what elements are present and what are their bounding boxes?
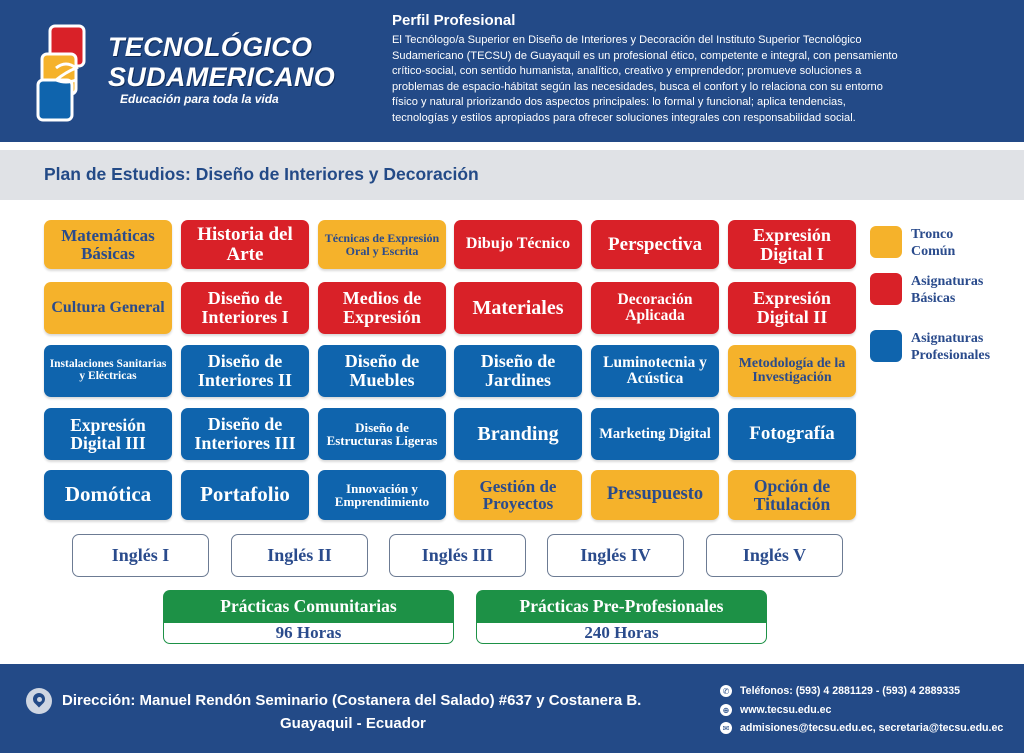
web-icon: ⊕ [720,704,732,716]
course-ingles-5: Inglés V [706,534,843,577]
course-matematicas-basicas: Matemáticas Básicas [44,220,172,269]
course-instalaciones: Instalaciones Sanitarias y Eléctricas [44,345,172,397]
legend-swatch-basicas [870,273,902,305]
course-estructuras-ligeras: Diseño de Estructuras Ligeras [318,408,446,460]
course-fotografia: Fotografía [728,408,856,460]
legend-label: Asignaturas Profesionales [911,331,991,363]
practicas-comunitarias [163,590,454,644]
legend-label: Tronco Común [911,227,956,259]
course-medios-expresion: Medios de Expresión [318,282,446,334]
practicas-title: Prácticas Pre-Profesionales [476,590,767,623]
contact-website[interactable] [720,704,831,716]
legend-asignaturas-basicas [870,273,983,307]
profile-text: El Tecnólogo/a Superior en Diseño de Interiores y Decoración del Instituto Superior Tecnológico Sudamericano (TECSU) de Guayaquil es un profesional ético, competente e integral, con pensamiento crítico-social, con sentido humanista, analítico, creativo y emprendedor; promueve soluciones a problemas de espacio-hábitat según las necesidades, busca el confort y lo relaciona con su entorno físico y natural priorizando dos aspectos principales: lo formal y funcional; aplica tendencias, tecnologías y estilos apropiados para ofrecer soluciones integrales con responsabilidad social. [392,34,898,124]
course-branding: Branding [454,408,582,460]
course-perspectiva: Perspectiva [591,220,719,269]
address-line-2: Guayaquil - Ecuador [280,715,426,732]
course-presupuesto: Presupuesto [591,470,719,520]
course-expresion-digital-3: Expresión Digital III [44,408,172,460]
practicas-title: Prácticas Comunitarias [163,590,454,623]
practicas-pre-profesionales [476,590,767,644]
course-tecnicas-expresion: Técnicas de Expresión Oral y Escrita [318,220,446,269]
profile-section [392,12,1012,127]
website-link[interactable]: www.tecsu.edu.ec [740,704,832,716]
header [0,0,1024,142]
practicas-hours: 240 Horas [476,623,767,644]
course-ingles-1: Inglés I [72,534,209,577]
location-pin-icon [26,688,52,714]
course-diseno-interiores-1: Diseño de Interiores I [181,282,309,334]
course-domotica: Domótica [44,470,172,520]
contact-emails[interactable] [720,722,1003,734]
course-ingles-2: Inglés II [231,534,368,577]
course-materiales: Materiales [454,282,582,334]
email-icon: ✉ [720,722,732,734]
course-ingles-4: Inglés IV [547,534,684,577]
course-diseno-muebles: Diseño de Muebles [318,345,446,397]
legend-label: Asignaturas Básicas [911,274,984,306]
legend-swatch-profesionales [870,330,902,362]
course-metodologia: Metodología de la Investigación [728,345,856,397]
logo-title: TECNOLÓGICO SUDAMERICANO [108,32,336,92]
legend-swatch-tronco [870,226,902,258]
address-line-1: Dirección: Manuel Rendón Seminario (Costanera del Salado) #637 y Costanera B. [62,692,642,709]
course-expresion-digital-2: Expresión Digital II [728,282,856,334]
course-marketing-digital: Marketing Digital [591,408,719,460]
course-ingles-3: Inglés III [389,534,526,577]
course-portafolio: Portafolio [181,470,309,520]
course-innovacion: Innovación y Emprendimiento [318,470,446,520]
phone-icon: ✆ [720,685,732,697]
course-diseno-interiores-2: Diseño de Interiores II [181,345,309,397]
legend-tronco-comun [870,226,955,260]
course-cultura-general: Cultura General [44,282,172,334]
course-historia-del-arte: Historia del Arte [181,220,309,269]
contact-phones [720,685,960,697]
plan-title: Plan de Estudios: Diseño de Interiores y Decoración [44,164,479,184]
course-gestion-proyectos: Gestión de Proyectos [454,470,582,520]
footer [0,664,1024,753]
legend-asignaturas-profesionales [870,330,990,364]
phones-text: Teléfonos: (593) 4 2881129 - (593) 4 2889335 [740,685,961,697]
course-dibujo-tecnico: Dibujo Técnico [454,220,582,269]
emails-link[interactable]: admisiones@tecsu.edu.ec, secretaria@tecsu.edu.ec [740,722,1004,734]
logo-mark-icon [36,24,108,124]
plan-title-bar [0,150,1024,200]
course-decoracion-aplicada: Decoración Aplicada [591,282,719,334]
course-expresion-digital-1: Expresión Digital I [728,220,856,269]
course-opcion-titulacion: Opción de Titulación [728,470,856,520]
course-luminotecnia: Luminotecnia y Acústica [591,345,719,397]
course-diseno-jardines: Diseño de Jardines [454,345,582,397]
profile-title: Perfil Profesional [392,12,516,29]
course-diseno-interiores-3: Diseño de Interiores III [181,408,309,460]
logo [36,18,336,128]
practicas-hours: 96 Horas [163,623,454,644]
logo-tagline: Educación para toda la vida [120,92,279,106]
